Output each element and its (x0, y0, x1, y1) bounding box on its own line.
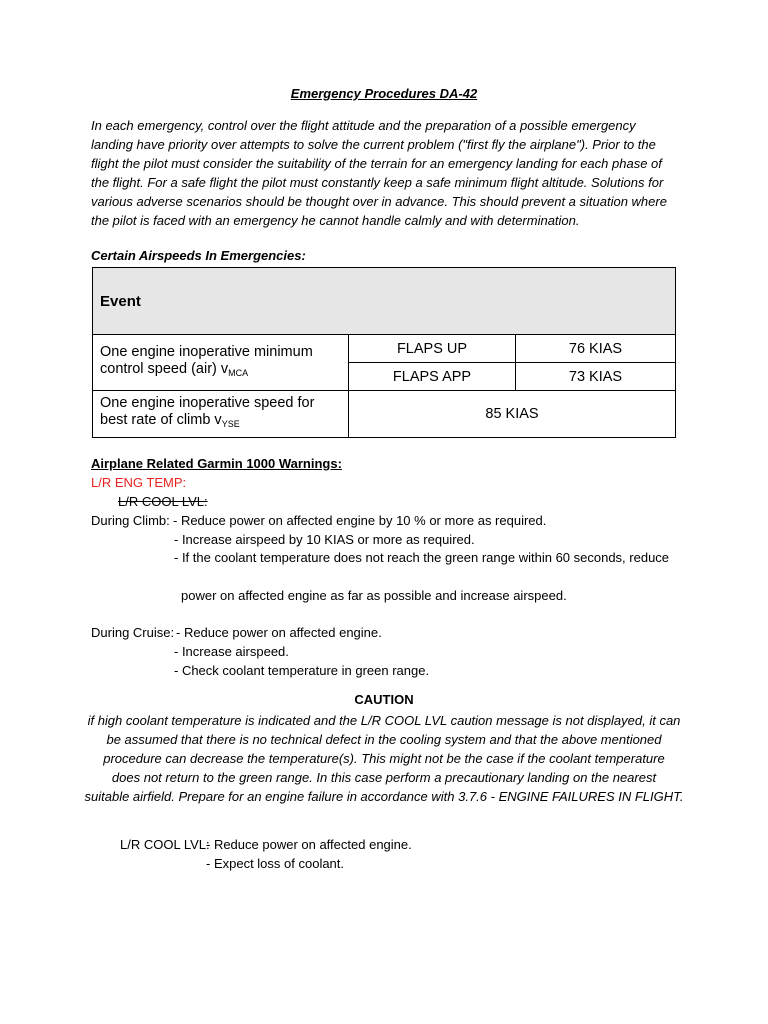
caution-line: does not return to the green range. In this case perform a precautionary landing on the nearest (111, 770, 657, 785)
caution-line: if high coolant temperature is indicated and the L/R COOL LVL caution message is not displayed, it can (87, 713, 681, 728)
airspeeds-heading: Certain Airspeeds In Emergencies: (91, 248, 306, 263)
cruise-item: - Check coolant temperature in green range. (174, 663, 430, 678)
climb-item: - Reduce power on affected engine by 10 % or more as required. (173, 513, 547, 528)
flaps-up-value: 76 KIAS (516, 335, 676, 363)
flaps-app-label: FLAPS APP (349, 363, 516, 391)
vmca-subscript: MCA (228, 367, 249, 378)
intro-line: In each emergency, control over the flight attitude and the preparation of a possible emergency (91, 118, 636, 133)
cruise-item: - Increase airspeed. (174, 644, 289, 659)
cool-lvl-item: - Reduce power on affected engine. (206, 837, 412, 852)
vyse-label-cell (93, 391, 349, 438)
document-title: Emergency Procedures DA-42 (290, 86, 478, 101)
climb-item: - Increase airspeed by 10 KIAS or more as required. (174, 532, 475, 547)
caution-line: suitable airfield. Prepare for an engine failure in accordance with 3.7.6 - ENGINE FAILURES IN FLIGHT. (84, 789, 684, 804)
cruise-label: During Cruise: (91, 625, 175, 640)
flaps-up-label: FLAPS UP (349, 335, 516, 363)
caution-heading: CAUTION (354, 692, 414, 707)
climb-item: - If the coolant temperature does not reach the green range within 60 seconds, reduce (174, 550, 670, 565)
vmca-label-cell (93, 335, 349, 391)
garmin-warnings-heading: Airplane Related Garmin 1000 Warnings: (91, 456, 342, 471)
caution-line: be assumed that there is no technical defect in the cooling system and that the above mentioned (106, 732, 662, 747)
cool-lvl-struck: L/R COOL LVL: (118, 494, 208, 509)
caution-line: procedure can decrease the temperature(s). This might not be the case if the coolant temperature (103, 751, 665, 766)
climb-continuation: power on affected engine as far as possible and increase airspeed. (181, 588, 567, 603)
intro-line: various adverse scenarios should be thought over in advance. This should prevent a situation where (91, 194, 667, 209)
caution-text (80, 711, 688, 806)
table-header-event: Event (93, 268, 676, 335)
table-row (93, 391, 676, 438)
vmca-label-line1: One engine inoperative minimum (100, 343, 313, 360)
cool-lvl-item: - Expect loss of coolant. (206, 856, 345, 871)
table-header-row (93, 268, 676, 335)
intro-line: landing have priority over attempts to solve the current problem ("first fly the airplane"). Prior to the (91, 137, 656, 152)
cool-lvl-label: L/R COOL LVL: (120, 837, 210, 852)
flaps-app-value: 73 KIAS (516, 363, 676, 391)
intro-line: the flight. For a safe flight the pilot must constantly keep a safe minimum flight altitude. Solutions for (91, 175, 664, 190)
vyse-label-line1: One engine inoperative speed for (100, 395, 315, 411)
vyse-label-line2: best rate of climb v (100, 412, 222, 428)
vmca-label-line2: control speed (air) v (100, 360, 229, 377)
airspeeds-table (92, 267, 676, 438)
vyse-subscript: YSE (221, 419, 240, 429)
climb-label: During Climb: (91, 513, 170, 528)
intro-line: flight the pilot must consider the suitability of the terrain for an emergency landing for each phase of (91, 156, 662, 171)
eng-temp-warning: L/R ENG TEMP: (91, 475, 187, 490)
intro-paragraph (91, 116, 681, 230)
table-row (93, 335, 676, 363)
cruise-item: - Reduce power on affected engine. (176, 625, 382, 640)
intro-line: the pilot is faced with an emergency he cannot handle calmly and with determination. (91, 213, 580, 228)
vyse-value: 85 KIAS (349, 391, 676, 438)
